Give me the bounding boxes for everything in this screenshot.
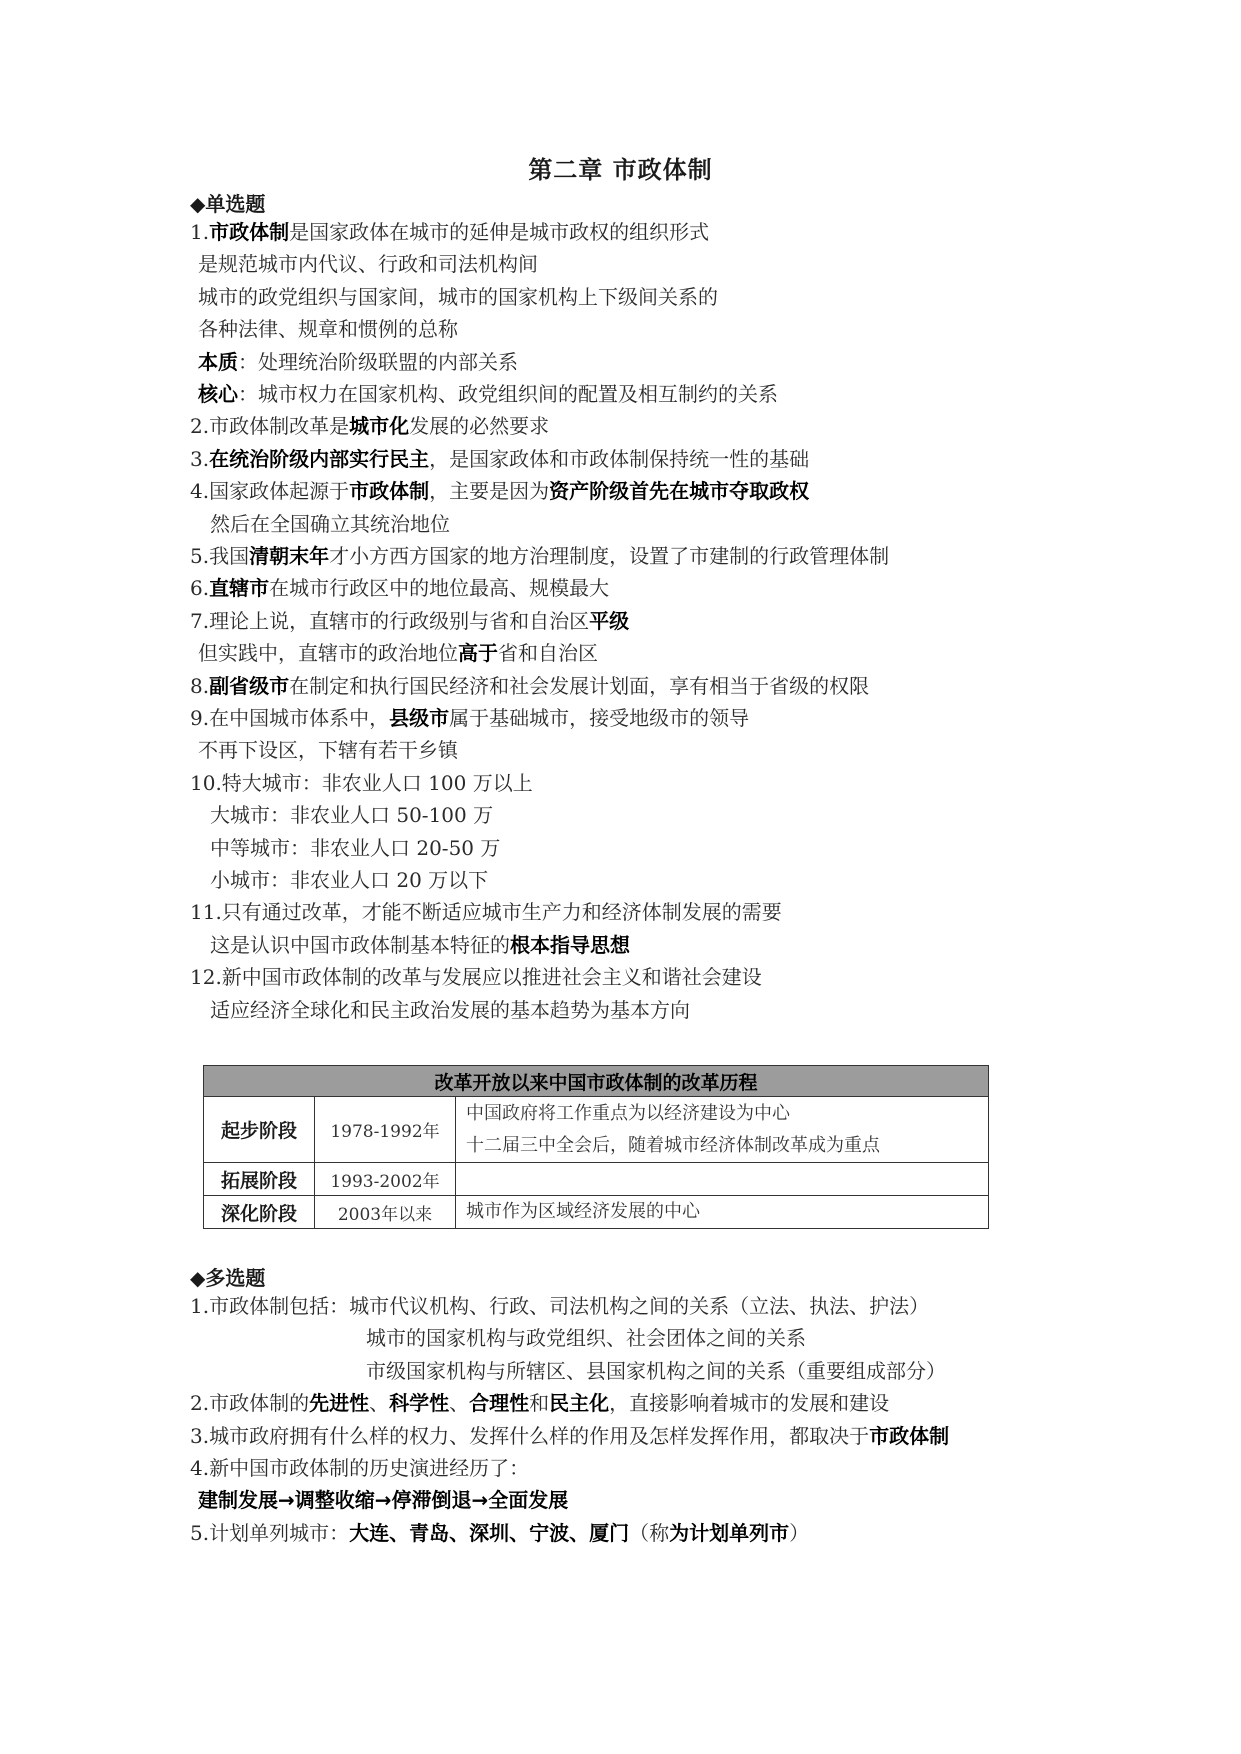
text-run: 是国家政体在城市的延伸是城市政权的组织形式: [289, 220, 710, 244]
text-run: 但实践中，直辖市的政治地位: [198, 641, 458, 666]
text-run: ）: [789, 1520, 810, 1545]
text-run: 在城市行政区中的地位最高、规模最大: [269, 576, 610, 601]
single-choice-line: [190, 574, 609, 602]
single-choice-line: [190, 542, 889, 570]
description-cell: [456, 1097, 989, 1163]
description-cell: [456, 1163, 989, 1196]
table-caption: 改革开放以来中国市政体制的改革历程: [204, 1066, 989, 1097]
bold-term: 建制发展→调整收缩→停滞倒退→全面发展: [198, 1488, 569, 1513]
text-run: 、: [369, 1391, 390, 1416]
bold-term: 合理性: [469, 1391, 530, 1416]
bold-term: 本质: [198, 349, 238, 374]
single-choice-line: [190, 898, 782, 926]
bold-term: 核心: [198, 382, 238, 406]
text-run: 发展的必然要求: [409, 414, 550, 439]
single-choice-line: [210, 801, 493, 829]
single-choice-line: [190, 445, 809, 473]
text-run: 4.新中国市政体制的历史演进经历了：: [190, 1456, 530, 1480]
text-run: 中等城市：非农业人口 20-50 万: [210, 835, 501, 860]
text-run: 才小方西方国家的地方治理制度，设置了市建制的行政管理体制: [329, 544, 890, 568]
text-run: 6.: [190, 576, 210, 601]
single-choice-line: [190, 672, 869, 700]
stage-cell: 起步阶段: [204, 1097, 315, 1163]
text-run: 在制定和执行国民经济和社会发展计划面，享有相当于省级的权限: [289, 673, 870, 698]
bold-term: 根本指导思想: [510, 932, 630, 957]
bold-term: 副省级市: [209, 673, 290, 698]
single-choice-line: [198, 283, 718, 311]
text-run: ：处理统治阶级联盟的内部关系: [238, 349, 518, 374]
text-run: 2.市政体制改革是: [190, 414, 350, 439]
text-run: 、: [449, 1391, 470, 1416]
text-run: 各种法律、规章和惯例的总称: [198, 317, 458, 342]
text-run: 7.理论上说，直辖市的行政级别与省和自治区: [190, 608, 590, 633]
stage-cell: 拓展阶段: [204, 1163, 315, 1196]
bold-term: 城市化: [349, 414, 410, 439]
bold-term: 县级市: [389, 706, 450, 730]
single-choice-line: [198, 639, 598, 667]
bold-term: 在统治阶级内部实行民主: [209, 446, 430, 471]
bold-term: 民主化: [549, 1391, 610, 1416]
text-run: 3.: [190, 446, 210, 471]
text-run: ，是国家政体和市政体制保持统一性的基础: [429, 446, 810, 471]
single-choice-line: [198, 315, 458, 343]
text-run: 1.市政体制包括：城市代议机构、行政、司法机构之间的关系（立法、执法、护法）: [190, 1294, 930, 1318]
period-cell: 2003年以来: [315, 1196, 456, 1229]
single-choice-line: [190, 477, 809, 505]
single-choice-line: [210, 866, 488, 894]
single-choice-line: [210, 510, 450, 538]
bold-term: 高于: [458, 641, 498, 666]
multi-choice-line: [190, 1519, 809, 1547]
text-run: 省和自治区: [498, 641, 598, 666]
period-cell: 1978-1992年: [315, 1097, 456, 1163]
single-choice-line: [190, 607, 629, 635]
bold-term: 大连、青岛、深圳、宁波、厦门: [349, 1520, 630, 1545]
bold-term: 直辖市: [209, 576, 270, 601]
text-run: 和: [529, 1391, 550, 1416]
text-run: ：城市权力在国家机构、政党组织间的配置及相互制约的关系: [238, 382, 778, 406]
single-choice-line: [198, 736, 458, 764]
text-run: 不再下设区，下辖有若干乡镇: [198, 738, 458, 763]
text-run: 1.: [190, 220, 210, 244]
text-run: 城市的政党组织与国家间，城市的国家机构上下级间关系的: [198, 284, 718, 309]
single-choice-line: [198, 380, 778, 408]
single-choice-line: [190, 704, 749, 732]
description-line: 城市作为区域经济发展的中心: [466, 1201, 700, 1222]
text-run: 11.只有通过改革，才能不断适应城市生产力和经济体制发展的需要: [190, 900, 782, 925]
single-choice-line: [210, 931, 630, 959]
single-choice-line: [190, 412, 549, 440]
text-run: 是规范城市内代议、行政和司法机构间: [198, 252, 538, 277]
bold-term: 平级: [589, 608, 630, 633]
single-choice-line: [190, 963, 762, 991]
text-run: 12.新中国市政体制的改革与发展应以推进社会主义和谐社会建设: [190, 965, 762, 990]
period-cell: 1993-2002年: [315, 1163, 456, 1196]
text-run: 属于基础城市，接受地级市的领导: [449, 706, 750, 730]
reform-history-table: [203, 1065, 989, 1229]
text-run: 这是认识中国市政体制基本特征的: [210, 932, 510, 957]
text-run: 9.在中国城市体系中，: [190, 706, 390, 730]
description-line: [466, 1163, 988, 1195]
multi-choice-line: [198, 1486, 568, 1514]
bold-term: 为计划单列市: [669, 1520, 790, 1545]
text-run: 小城市：非农业人口 20 万以下: [210, 868, 489, 892]
multi-choice-line: [190, 1389, 889, 1417]
single-choice-line: [190, 218, 709, 246]
table-row: [204, 1163, 989, 1196]
single-choice-line: [210, 996, 690, 1024]
bold-term: 科学性: [389, 1391, 450, 1416]
multi-choice-heading: ◆多选题: [190, 1266, 266, 1290]
description-line: 十二届三中全会后，随着城市经济体制改革成为重点: [466, 1134, 880, 1156]
bold-term: 市政体制: [869, 1423, 950, 1448]
bold-term: 清朝末年: [249, 544, 330, 568]
text-run: 5.计划单列城市：: [190, 1520, 350, 1545]
text-run: 8.: [190, 673, 210, 698]
text-run: 2.市政体制的: [190, 1391, 310, 1416]
single-choice-line: [198, 348, 518, 376]
text-run: 5.我国: [190, 544, 250, 568]
single-choice-line: [210, 834, 500, 862]
text-run: ，直接影响着城市的发展和建设: [609, 1391, 890, 1416]
single-choice-line: [198, 250, 538, 278]
bold-term: 市政体制: [209, 220, 290, 244]
single-choice-heading: ◆单选题: [190, 192, 266, 216]
text-run: 城市的国家机构与政党组织、社会团体之间的关系: [366, 1326, 806, 1351]
bold-term: 市政体制: [349, 479, 430, 504]
single-choice-line: [190, 769, 533, 797]
multi-choice-line: [190, 1422, 949, 1450]
text-run: 4.国家政体起源于: [190, 479, 350, 504]
table-row: [204, 1196, 989, 1229]
text-run: 市级国家机构与所辖区、县国家机构之间的关系（重要组成部分）: [366, 1358, 946, 1383]
description-line: 中国政府将工作重点为以经济建设为中心: [466, 1102, 790, 1124]
text-run: ，主要是因为: [429, 479, 550, 504]
text-run: 适应经济全球化和民主政治发展的基本趋势为基本方向: [210, 997, 690, 1022]
multi-choice-line: [190, 1292, 929, 1320]
multi-choice-line: [366, 1357, 946, 1385]
text-run: 10.特大城市：非农业人口 100 万以上: [190, 770, 533, 795]
text-run: 然后在全国确立其统治地位: [210, 511, 450, 536]
multi-choice-line: [366, 1324, 806, 1352]
text-run: 3.城市政府拥有什么样的权力、发挥什么样的作用及怎样发挥作用，都取决于: [190, 1423, 870, 1448]
text-run: 大城市：非农业人口 50-100 万: [210, 803, 494, 828]
multi-choice-line: [190, 1454, 529, 1482]
description-cell: [456, 1196, 989, 1229]
chapter-title: 第二章 市政体制: [528, 156, 713, 184]
text-run: （称: [629, 1520, 670, 1545]
bold-term: 资产阶级首先在城市夺取政权: [549, 479, 810, 504]
table-row: [204, 1097, 989, 1163]
bold-term: 先进性: [309, 1391, 370, 1416]
stage-cell: 深化阶段: [204, 1196, 315, 1229]
